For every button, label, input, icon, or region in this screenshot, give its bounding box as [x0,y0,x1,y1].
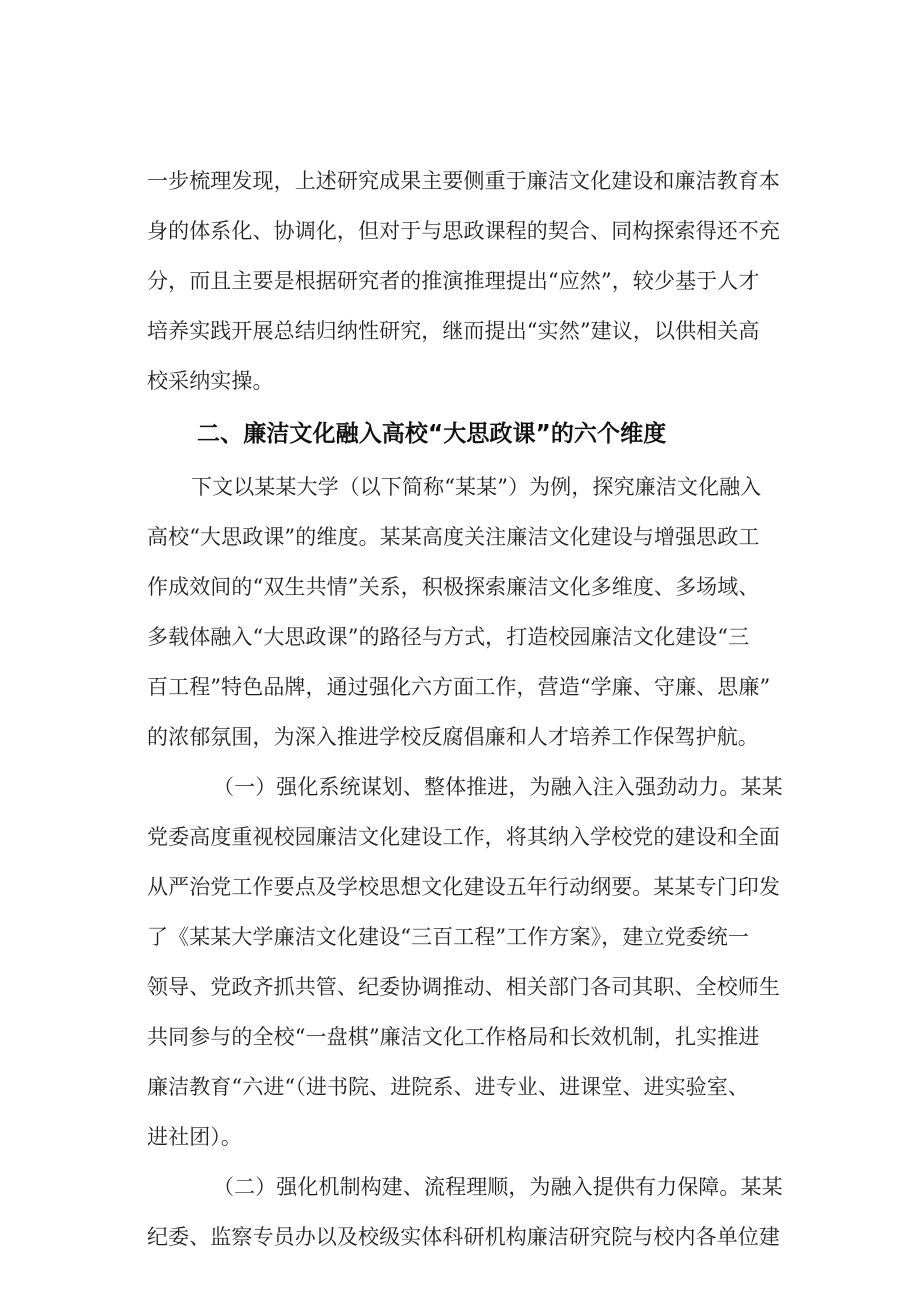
text-line: 从严治党工作要点及学校思想文化建设五年行动纲要。某某专门印发 [147,875,780,899]
text-line: 廉洁教育“六进“（进书院、进院系、进专业、进课堂、进实验室、 [147,1075,749,1099]
text-line: 领导、党政齐抓共管、纪委协调推动、相关部门各司其职、全校师生 [147,975,780,999]
paragraph-4 [147,1162,801,1262]
text-line: 的浓郁氛围，为深入推进学校反腐倡廉和人才培养工作保驾护航。 [147,725,759,749]
text-line: 共同参与的全校“一盘棋”廉洁文化工作格局和长效机制，扎实推进 [147,1025,760,1049]
section-heading: 二、廉洁文化融入高校“大思政课”的六个维度 [197,421,667,447]
text-line: 纪委、监察专员办以及校级实体科研机构廉洁研究院与校内各单位建 [147,1225,780,1249]
text-line: 党委高度重视校园廉洁文化建设工作，将其纳入学校党的建设和全面 [147,825,780,849]
text-line: 了《某某大学廉洁文化建设“三百工程”工作方案》，建立党委统一 [147,925,749,949]
text-line: 进社团）。 [147,1125,242,1149]
text-line: 校采纳实操。 [147,369,274,393]
paragraph-1 [147,156,801,406]
document-body [147,156,801,1262]
text-line: （二）强化机制构建、流程理顺，为融入提供有力保障。某某 [213,1175,783,1199]
text-line: 多载体融入“大思政课”的路径与方式，打造校园廉洁文化建设“三 [147,625,750,649]
text-line: 一步梳理发现，上述研究成果主要侧重于廉洁文化建设和廉洁教育本 [147,169,780,193]
text-line: 身的体系化、协调化，但对于与思政课程的契合、同构探索得还不充 [147,219,780,243]
text-line: 分，而且主要是根据研究者的推演推理提出“应然”，较少基于人才 [147,269,760,293]
text-line: 下文以某某大学（以下简称“某某”）为例，探究廉洁文化融入 [191,475,762,499]
text-line: 高校“大思政课”的维度。某某高度关注廉洁文化建设与增强思政工 [147,525,760,549]
text-line: 作成效间的“双生共情”关系，积极探索廉洁文化多维度、多场域、 [147,575,760,599]
paragraph-2 [147,462,801,762]
paragraph-3 [147,762,801,1162]
text-line: 培养实践开展总结归纳性研究，继而提出“实然”建议，以供相关高 [147,319,760,343]
text-line: （一）强化系统谋划、整体推进，为融入注入强劲动力。某某 [213,775,783,799]
text-line: 百工程”特色品牌，通过强化六方面工作，营造“学廉、守廉、思廉” [147,675,771,699]
